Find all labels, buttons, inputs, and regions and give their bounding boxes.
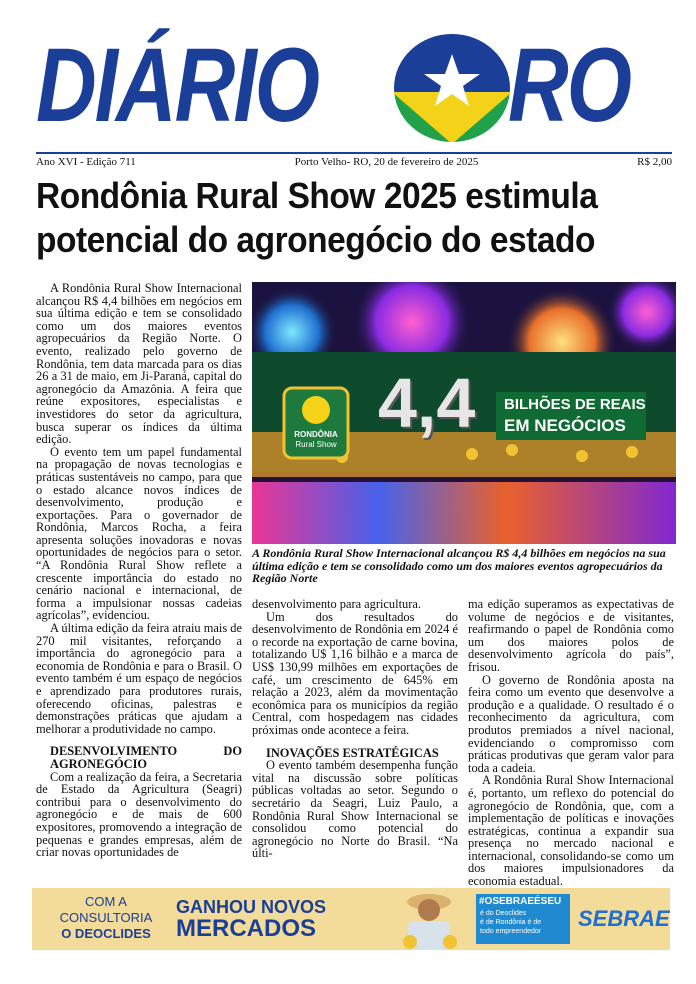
ad-hashtag-box [476,894,570,944]
headline-line-1: Rondônia Rural Show 2025 estimula [36,175,598,216]
photo-caption: A Rondônia Rural Show Internacional alcançou R$ 4,4 bilhões em negócios na sua última edição e tem se consolidado como um dos maiores eventos agropecuários da Região Norte [252,546,666,586]
paragraph: O evento também desempenha função vital na discussão sobre políticas públicas voltadas ao setor. Segundo o secretário da Seagri, Luiz Paulo, a Rondônia Rural Show Internacional se consolidou como potencial do agronegócio no Norte do Brasil. “Na últi- [252,758,458,861]
subheading: INOVAÇÕES ESTRATÉGICAS [266,745,439,760]
ad-middle-line-1: GANHOU NOVOS [176,897,327,917]
ad-hashtag: #OSEBRAEÉSEU [479,896,562,907]
paragraph: Com a realização da feira, a Secretaria de Estado da Agricultura (Seagri) contribui para o desenvolvimento do agronegócio e de mais de 600 expositores, promovendo a integração de pequenas e grandes empresas, além de criar novas oportunidades de [36,769,242,860]
headline [36,174,631,262]
article-column-1 [36,282,242,859]
paragraph: O evento tem um papel fundamental na propagação de novas tecnologias e práticas sustentáveis no campo, para que o estado alcance novos índices de desenvolvimento, produção e exportações. Para o governador de Rondônia, Marcos Rocha, a feira apresenta soluções inovadoras e novas oportunidades de negócios para o setor. “A Rondônia Rural Show reflete a crescente importância do estado no cenário nacional e internacional, de forma a impulsionar nossas cadeias agrícolas”, evidenciou. [36,444,242,623]
banner-line-2: EM NEGÓCIOS [504,416,626,435]
paragraph: desenvolvimento para agricultura. [252,597,421,611]
logo-label-rural-show: Rural Show [295,440,337,449]
headline-line-2: potencial do agronegócio do estado [36,219,595,260]
rondonia-flag-globe-icon [392,32,512,144]
sebrae-ad-banner[interactable] [32,888,670,950]
ad-middle-text [176,896,326,940]
price: R$ 2,00 [637,156,672,168]
paragraph: A última edição da feira atraiu mais de 270 mil visitantes, reforçando a importância do agronegócio para a economia de Rondônia e para o Brasil. O evento também é um espaço de negócios e aprendizado para produtores rurais, oferecendo oficinas, palestras e demonstrações práticas que ajudam a melhorar a produtividade no campo. [36,621,242,736]
article-column-3 [468,598,674,888]
ad-left-line-3: O DEOCLIDES [61,926,151,941]
ad-left-line-2: CONSULTORIA [59,910,153,925]
paragraph: ma edição superamos as expectativas de volume de negócios e de visitantes, reafirmando o papel de Rondônia como um dos maiores polos de desenvolvimento agrícola do país”, frisou. [468,597,674,674]
banner-line-1: BILHÕES DE REAIS [504,396,646,413]
ad-small-3: todo empreendedor [480,928,542,935]
paragraph: O governo de Rondônia aposta na feira como um evento que desenvolve a produção e a qualidade. O resultado é o reconhecimento da agricultura, com produtos premiados a nível nacional, evidenciando o compromisso com práticas produtivas que geram valor para toda a cadeia. [468,672,674,775]
place-date: Porto Velho- RO, 20 de fevereiro de 2025 [294,156,479,168]
ad-left-line-1: COM A [85,894,127,909]
subheading: DESENVOLVIMENTO DO AGRONEGÓCIO [50,744,242,771]
paragraph: Um dos resultados do desenvolvimento de Rondônia em 2024 é o recorde na exportação de carne bovina, totalizando U$ 1,16 bilhão e a marca de US$ 130,99 milhões em exportações de café, um crescimento de 645% em relação a 2023, além da movimentação econômica para os municípios da região Central, com hospedagem nas cidades próximas onde acontece a feira. [252,609,458,737]
ad-small-1: é do Deoclides [480,910,527,917]
edition-bar [36,152,672,172]
farmer-photo [394,888,464,950]
paragraph: A Rondônia Rural Show Internacional é, portanto, um reflexo do potencial do agronegócio de Rondônia, que, com a implementação de políticas e inovações estratégicas, continua a expandir sua presença no mercado nacional e internacional, consolidando-se como um dos maiores impulsionadores da economia estadual. [468,773,674,889]
edition-number: Ano XVI - Edição 711 [36,156,136,168]
logo-text-ro: RO [508,25,630,144]
ad-middle-line-2: MERCADOS [176,915,317,942]
ad-left-text [40,894,172,942]
big-number: 4,4 [378,364,476,442]
sebrae-logo: SEBRAE [578,906,670,931]
ad-small-2: é de Rondônia é de [480,919,542,926]
paragraph: A Rondônia Rural Show Internacional alcançou R$ 4,4 bilhões em negócios em sua última edição e tem se consolidado como um dos maiores eventos agropecuários da Região Norte. O evento, realizado pelo governo de Rondônia, tem data marcada para os dias 26 a 31 de maio, em Ji-Paraná, capital do agronegócio da Amazônia. A feira que reúne expositores, especialistas e investidores do setor da agricultura, busca superar os índices da última edição. [36,281,242,447]
logo-text-diario: DIÁRIO [36,25,318,144]
logo-label-rondonia: RONDÔNIA [294,430,338,439]
masthead [36,25,672,150]
event-photo [252,282,676,544]
article-column-2 [252,598,458,860]
